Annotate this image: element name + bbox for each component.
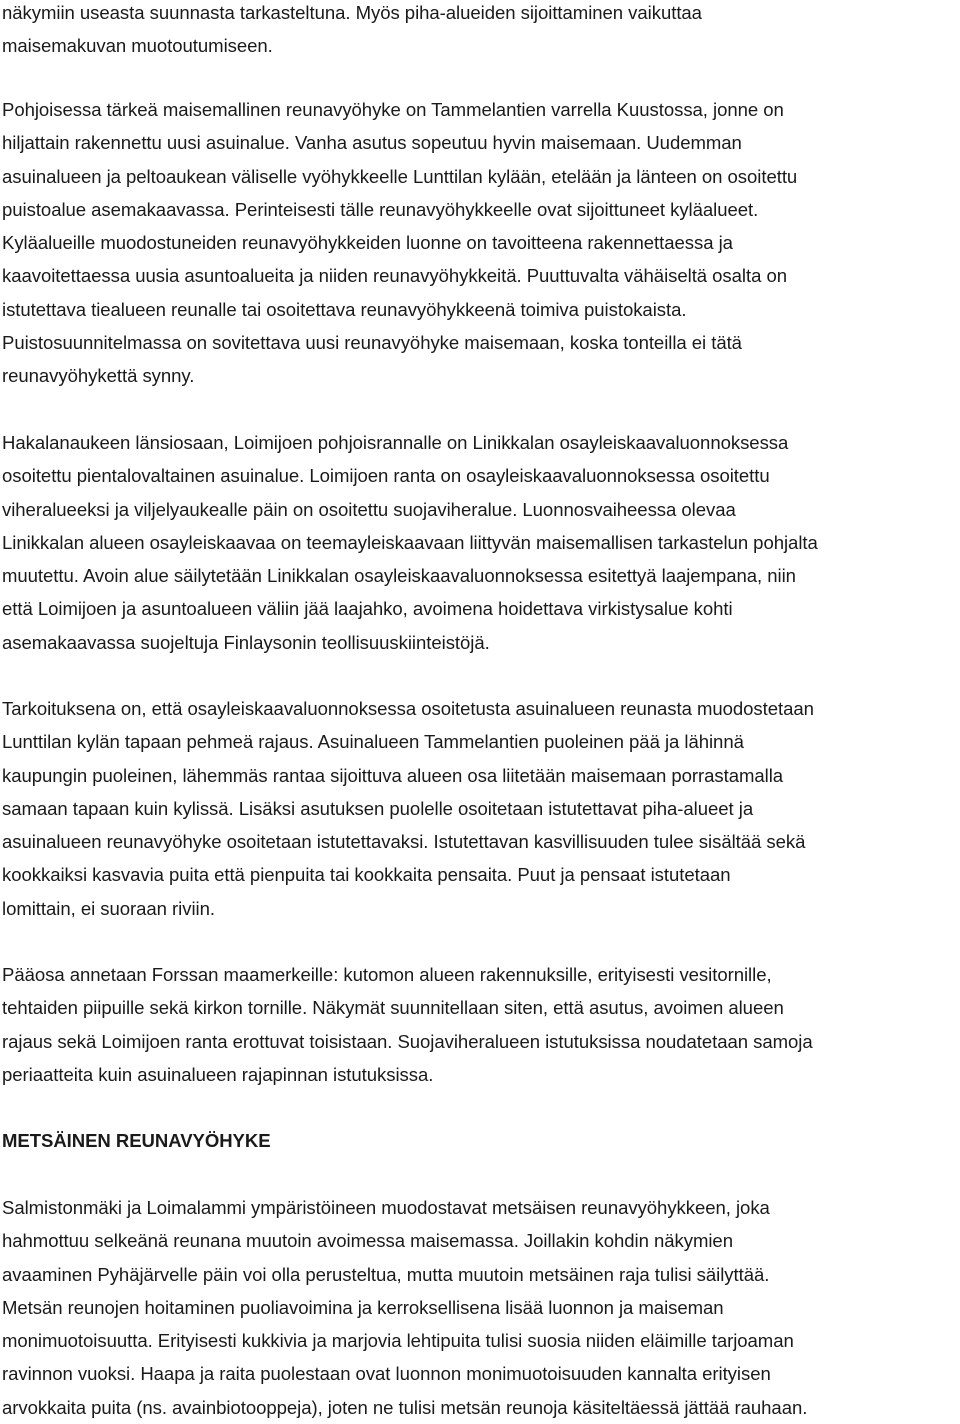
text-line: viheralueeksi ja viljelyaukealle päin on osoitettu suojaviheralue. Luonnosvaiheessa olevaa — [2, 498, 736, 520]
paragraph-hakalanaukee — [2, 426, 960, 659]
text-line: näkymiin useasta suunnasta tarkasteltuna. Myös piha-alueiden sijoittaminen vaikuttaa — [2, 2, 702, 23]
text-line: monimuotoisuutta. Erityisesti kukkivia ja marjovia lehtipuita tulisi suosia niiden eläimille tarjoaman — [2, 1330, 794, 1352]
text-line: Pohjoisessa tärkeä maisemallinen reunavyöhyke on Tammelantien varrella Kuustossa, jonne on — [2, 99, 784, 120]
text-line: arvokkaita puita (ns. avainbiotooppeja), joten ne tulisi metsän reunoja käsiteltäessä jättää rauhaan. — [2, 1396, 808, 1418]
text-line: periaatteita kuin asuinalueen rajapinnan istutuksissa. — [2, 1063, 434, 1085]
paragraph-maamerkit — [2, 958, 960, 1091]
text-line: ravinnon vuoksi. Haapa ja raita puolestaan ovat luonnon monimuotoisuuden kannalta erityisen — [2, 1363, 771, 1385]
text-line: hahmottuu selkeänä reunana muutoin avoimessa maisemassa. Joillakin kohdin näkymien — [2, 1230, 733, 1252]
text-line: että Loimijoen ja asuntoalueen väliin jää laajahko, avoimena hoidettava virkistysalue kohti — [2, 598, 733, 620]
text-line: Linikkalan alueen osayleiskaavaa on teemayleiskaavaan liittyvän maisemallisen tarkastelun pohjalta — [2, 531, 818, 553]
text-line: kaupungin puoleinen, lähemmäs rantaa sijoittuva alueen osa liitetään maisemaan porrastamalla — [2, 764, 784, 786]
paragraph-piha-alueet — [2, 0, 960, 63]
text-line: osoitettu pientalovaltainen asuinalue. Loimijoen ranta on osayleiskaavaluonnoksessa osoitettu — [2, 465, 770, 487]
paragraph-metsainen-reunavyohyke — [2, 1191, 960, 1424]
text-line: maisemakuvan muotoutumiseen. — [2, 35, 273, 57]
text-line: Salmistonmäki ja Loimalammi ympäristöineen muodostavat metsäisen reunavyöhykkeen, joka — [2, 1197, 770, 1218]
text-line: muutettu. Avoin alue säilytetään Linikkalan osayleiskaavaluonnoksessa esitettyä laajempana, niin — [2, 565, 796, 587]
text-line: hiljattain rakennettu uusi asuinalue. Vanha asutus sopeutuu hyvin maisemaan. Uudemman — [2, 132, 742, 154]
text-line: Metsän reunojen hoitaminen puoliavoimina ja kerroksellisena lisää luonnon ja maiseman — [2, 1296, 724, 1318]
text-line: Lunttilan kylän tapaan pehmeä rajaus. Asuinalueen Tammelantien puoleinen pää ja lähinnä — [2, 731, 744, 753]
text-line: kaavoitettaessa uusia asuntoalueita ja niiden reunavyöhykkeitä. Puuttuvalta vähäiseltä osalta on — [2, 265, 787, 287]
text-line: rajaus sekä Loimijoen ranta erottuvat toisistaan. Suojaviheralueen istutuksissa noudatetaan samoja — [2, 1030, 813, 1052]
text-line: istutettava tiealueen reunalle tai osoitettava reunavyöhykkeenä toimiva puistokaista. — [2, 298, 687, 320]
text-line: avaaminen Pyhäjärvelle päin voi olla perusteltua, mutta muutoin metsäinen raja tulisi säilyttää. — [2, 1263, 770, 1285]
section-heading — [2, 1124, 960, 1157]
text-line: reunavyöhykettä synny. — [2, 365, 195, 387]
text-line: asuinalueen reunavyöhyke osoitetaan istutettavaksi. Istutettavan kasvillisuuden tulee sisältää sekä — [2, 831, 806, 853]
text-line: puistoalue asemakaavassa. Perinteisesti tälle reunavyöhykkeelle ovat sijoittuneet kyläalueet. — [2, 198, 759, 220]
text-line: tehtaiden piipuille sekä kirkon tornille. Näkymät suunnitellaan siten, että asutus, avoimen alueen — [2, 997, 784, 1019]
text-line: kookkaiksi kasvavia puita että pienpuita tai kookkaita pensaita. Puut ja pensaat istutetaan — [2, 864, 731, 886]
paragraph-pohjoinen-reunavyohyke — [2, 93, 960, 393]
text-line: Kyläalueille muodostuneiden reunavyöhykkeiden luonne on tavoitteena rakennettaessa ja — [2, 232, 733, 254]
text-line: lomittain, ei suoraan riviin. — [2, 897, 215, 919]
section-heading-text: METSÄINEN REUNAVYÖHYKE — [2, 1130, 271, 1151]
text-line: Puistosuunnitelmassa on sovitettava uusi reunavyöhyke maisemaan, koska tonteilla ei tätä — [2, 332, 742, 354]
text-line: samaan tapaan kuin kylissä. Lisäksi asutuksen puolelle osoitetaan istutettavat piha-alueet ja — [2, 797, 754, 819]
paragraph-tarkoitus — [2, 692, 960, 925]
text-line: asuinalueen ja peltoaukean väliselle vyöhykkeelle Lunttilan kylään, etelään ja länteen on osoitettu — [2, 165, 798, 187]
text-line: asemakaavassa suojeltuja Finlaysonin teollisuuskiinteistöjä. — [2, 631, 490, 653]
text-line: Hakalanaukeen länsiosaan, Loimijoen pohjoisrannalle on Linikkalan osayleiskaavaluonnoksessa — [2, 432, 789, 453]
text-line: Pääosa annetaan Forssan maamerkeille: kutomon alueen rakennuksille, erityisesti vesitornille, — [2, 964, 772, 985]
text-line: Tarkoituksena on, että osayleiskaavaluonnoksessa osoitetusta asuinalueen reunasta muodostetaan — [2, 698, 814, 719]
